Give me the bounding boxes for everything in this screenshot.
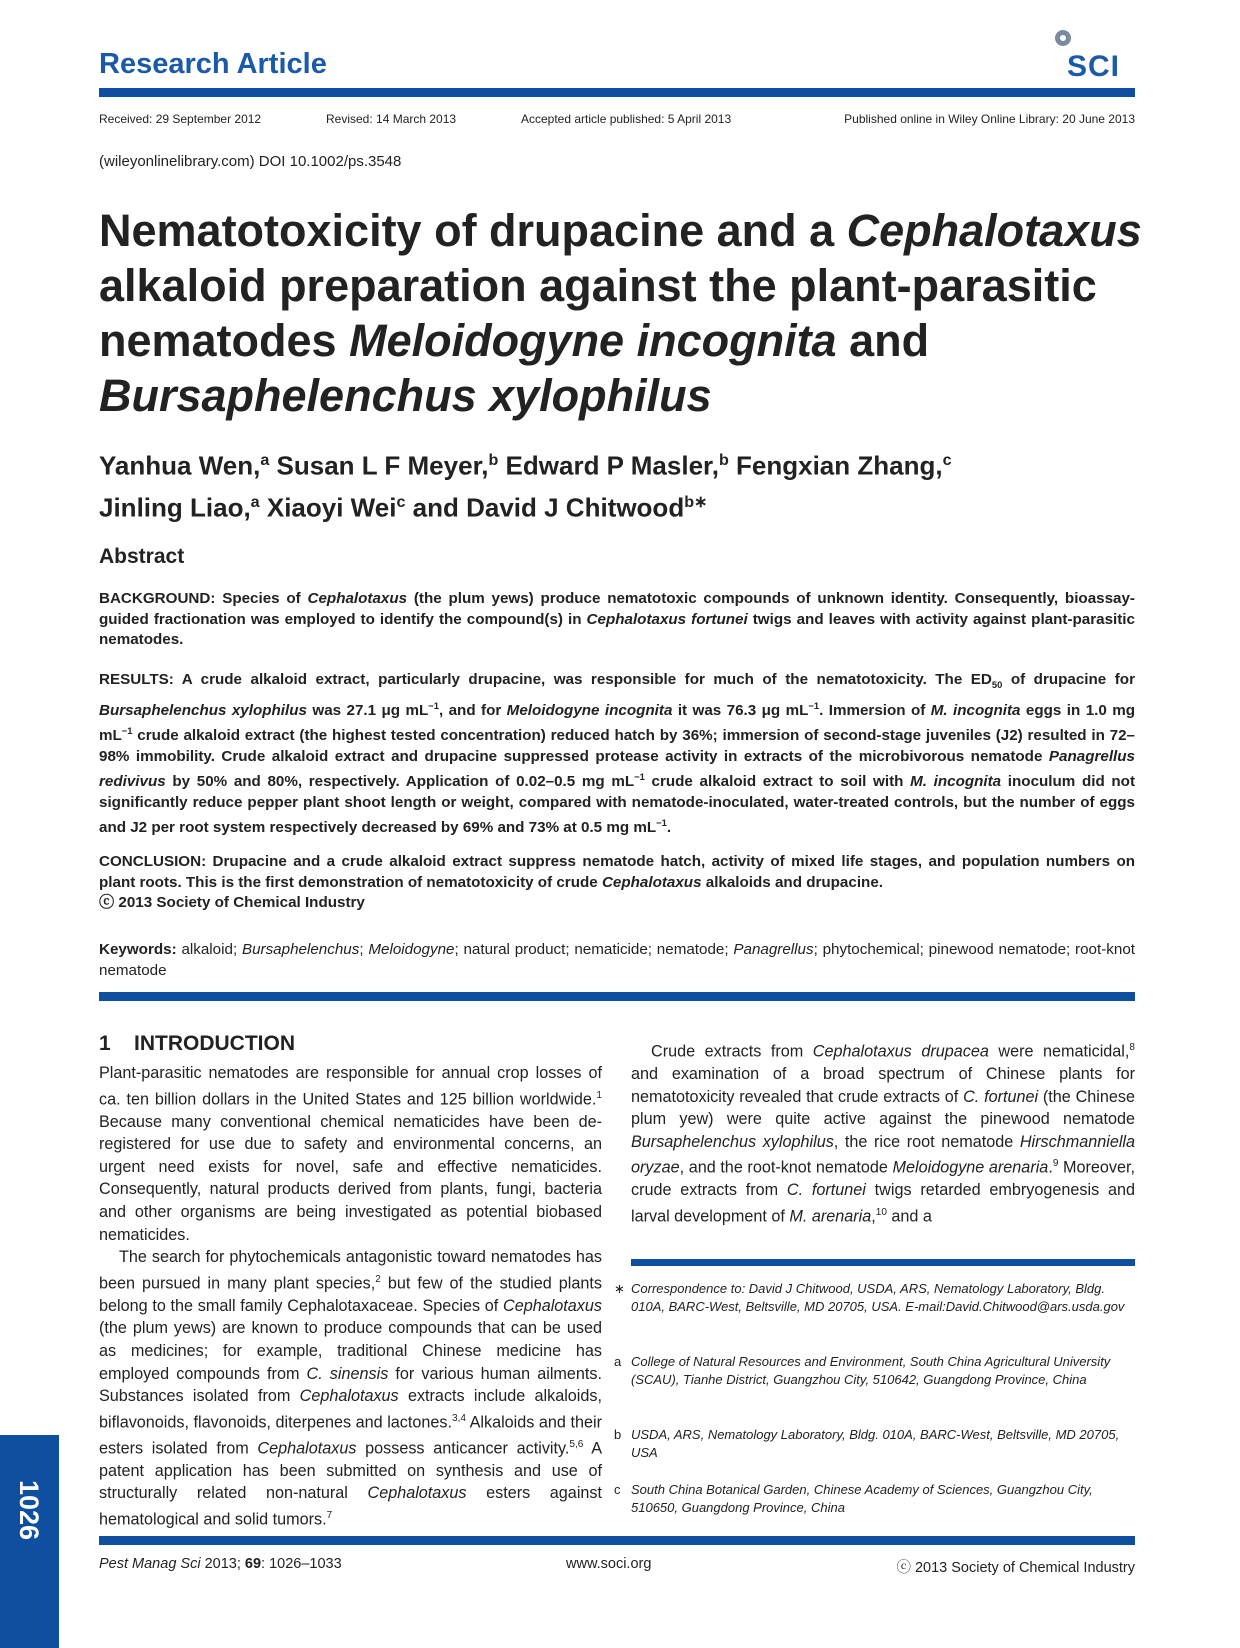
accepted-date: Accepted article published: 5 April 2013 — [521, 112, 732, 126]
footer-copyright: ⓒ 2013 Society of Chemical Industry — [896, 1560, 1135, 1576]
left-column — [99, 1062, 602, 1531]
intro-paragraph-1: Plant-parasitic nematodes are responsible for annual crop losses of ca. ten billion dollars in the United States and 125 billion worldwide.$^1$ Because many conventional chemical nematicides have been de-registered for use due to safety and environmental concerns, an urgent need exists for novel, safe and effective nematicides. Consequently, natural products derived from plants, fungi, bacteria and other organisms are being investigated as potential biobased nematicides. — [99, 1064, 602, 1244]
sci-logo — [1053, 30, 1133, 82]
logo-text: SCI — [1067, 50, 1121, 83]
logo-ring-icon — [1055, 30, 1071, 46]
affiliation-c: c South China Botanical Garden, Chinese Academy of Sciences, Guangzhou City, 510650, Guangdong Province, China — [614, 1482, 1093, 1515]
right-column — [631, 1037, 1135, 1228]
section-label: Research Article — [99, 48, 327, 80]
abstract-conclusion: CONCLUSION: Drupacine and a crude alkaloid extract suppress nematode hatch, activity of mixed life stages, and population numbers on plant roots. This is the first demonstration of nematotoxicity of crude Cephalotaxus alkaloids and drupacine. ⓒ 2013 Society of Chemical Industry — [99, 853, 1135, 911]
footnote-rule — [631, 1259, 1135, 1266]
affiliation-b: b USDA, ARS, Nematology Laboratory, Bldg. 010A, BARC-West, Beltsville, MD 20705, USA — [614, 1427, 1120, 1460]
author-list: Yanhua Wen,$^a$ Susan L F Meyer,$^b$ Edward P Masler,$^b$ Fengxian Zhang,$^c$ Jinling Liao,$^a$ Xiaoyi Wei$^c$ and David J Chitwood$^{b∗}$ — [99, 450, 952, 523]
doi: (wileyonlinelibrary.com) DOI 10.1002/ps.3548 — [99, 153, 402, 170]
article-title: Nematotoxicity of drupacine and a Cephalotaxus alkaloid preparation against the plant-parasitic nematodes Meloidogyne incognita and Bursaphelenchus xylophilus — [99, 205, 1142, 421]
correspondence-note: ∗ Correspondence to: David J Chitwood, USDA, ARS, Nematology Laboratory, Bldg. 010A, BARC-West, Beltsville, MD 20705, USA. E-mail:David.Chitwood@ars.usda.gov — [614, 1281, 1125, 1314]
footer-rule — [99, 1536, 1135, 1545]
page-number-tab — [0, 1435, 59, 1648]
intro-paragraph-3: Crude extracts from Cephalotaxus drupacea were nematicidal,$^8$ and examination of a broad spectrum of Chinese plants for nematotoxicity revealed that crude extracts of C. fortunei (the Chinese plum yew) were quite active against the pinewood nematode Bursaphelenchus xylophilus, the rice root nematode Hirschmanniella oryzae, and the root-knot nematode Meloidogyne arenaria.$^9$ Moreover, crude extracts from C. fortunei twigs retarded embryogenesis and larval development of M. arenaria,$^{10}$ and a — [631, 1042, 1136, 1226]
citation: Pest Manag Sci 2013; 69: 1026–1033 — [99, 1556, 342, 1572]
abstract-copyright: ⓒ 2013 Society of Chemical Industry — [99, 894, 365, 911]
abstract-heading: Abstract — [99, 545, 185, 568]
intro-paragraph-2: The search for phytochemicals antagonistic toward nematodes has been pursued in many plant species,$^2$ but few of the studied plants belong to the small family Cephalotaxaceae. Species of Cephalotaxus (the plum yews) are known to produce compounds that can be used as medicines; for example, traditional Chinese medicine has employed compounds from C. sinensis for various human ailments. Substances isolated from Cephalotaxus extracts include alkaloids, biflavonoids, flavonoids, diterpenes and lactones.$^{3,4}$ Alkaloids and their esters isolated from Cephalotaxus possess anticancer activity.$^{5,6}$ A patent application has been submitted on synthesis and use of structurally related non-natural Cephalotaxus esters against hematological and solid tumors.$^7$ — [99, 1248, 603, 1529]
introduction-heading: 1 INTRODUCTION — [99, 1032, 296, 1055]
received-date: Received: 29 September 2012 — [99, 112, 262, 126]
affiliation-a: a College of Natural Resources and Environment, South China Agricultural University (SCAU), Tianhe District, Guangzhou City, 510642, Guangdong Province, China — [614, 1354, 1111, 1387]
published-date: Published online in Wiley Online Library: 20 June 2013 — [844, 112, 1135, 126]
website-link[interactable]: www.soci.org — [566, 1556, 652, 1572]
keywords: Keywords: alkaloid; Bursaphelenchus; Meloidogyne; natural product; nematicide; nematode; Panagrellus; phytochemical; pinewood nematode; root-knot nematode — [99, 941, 1135, 979]
page-number: 1026 — [14, 1480, 44, 1541]
abstract-rule — [99, 992, 1135, 1001]
header-rule — [99, 88, 1135, 97]
abstract-results: RESULTS: A crude alkaloid extract, particularly drupacine, was responsible for much of the nematotoxicity. The $ED_{50}$ of drupacine for Bursaphelenchus xylophilus was 27.1 μg $mL^{-1}$, and for Meloidogyne incognita it was 76.3 μg $mL^{-1}$. Immersion of M. incognita eggs in 1.0 mg $mL^{-1}$ crude alkaloid extract (the highest tested concentration) reduced hatch by 36%; immersion of second-stage juveniles (J2) resulted in 72–98% immobility. Crude alkaloid extract and drupacine suppressed protease activity in extracts of the microbivorous nematode Panagrellus redivivus by 50% and 80%, respectively. Application of 0.02–0.5 mg $mL^{-1}$ crude alkaloid extract to soil with M. incognita inoculum did not significantly reduce pepper plant shoot length or weight, compared with nematode-inoculated, water-treated controls, but the number of eggs and J2 per root system respectively decreased by 69% and 73% at 0.5 mg $mL^{-1}$. — [99, 671, 1136, 837]
revised-date: Revised: 14 March 2013 — [326, 112, 457, 126]
abstract-background: BACKGROUND: Species of Cephalotaxus (the plum yews) produce nematotoxic compounds of unknown identity. Consequently, bioassay-guided fractionation was employed to identify the compound(s) in Cephalotaxus fortunei twigs and leaves with activity against plant-parasitic nematodes. — [99, 590, 1135, 648]
